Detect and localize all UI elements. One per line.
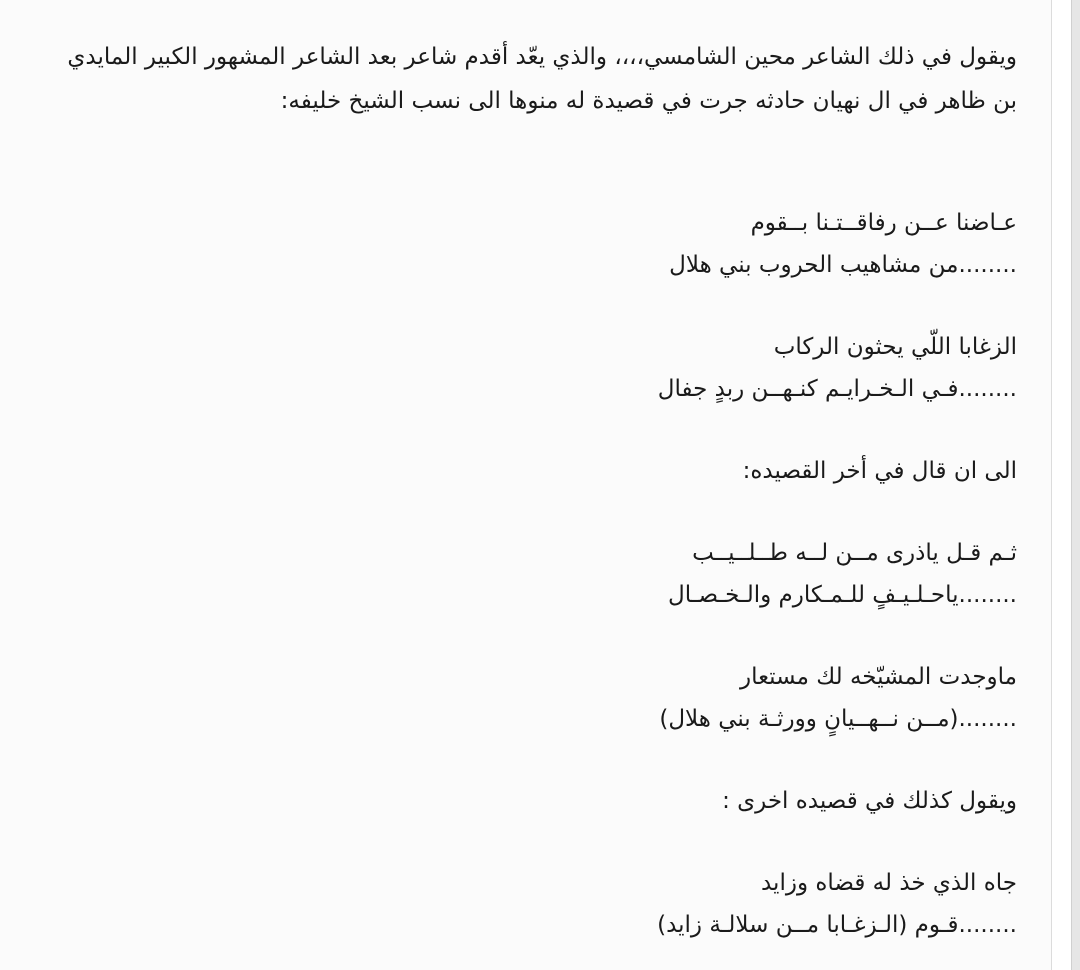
poem2-verse2-first-hemistich: ماوجدت المشيّخه لك مستعار: [739, 664, 1017, 690]
page-gutter: [1053, 0, 1071, 970]
intro-line-2: بن ظاهر في ال نهيان حادثه جرت في قصيدة له منوها الى نسب الشيخ خليفه:: [280, 88, 1017, 114]
poem1-verse1-first-hemistich: عـاضنا عــن رفاقــتـنا بــقوم: [750, 210, 1017, 236]
poem3-verse1-second-hemistich: ........قـوم (الـزغـابا مــن سلالـة زايد): [657, 912, 1017, 938]
scrollbar[interactable]: [1071, 0, 1080, 970]
poem2-verse2-second-hemistich: ........(مــن نــهــيانٍ وورثـة بني هلال): [659, 706, 1017, 732]
transition-line-2: ويقول كذلك في قصيده اخرى :: [722, 788, 1017, 814]
poem3-verse1-first-hemistich: جاه الذي خذ له قضاه وزايد: [760, 870, 1017, 896]
poem1-verse1-second-hemistich: ........من مشاهيب الحروب بني هلال: [669, 252, 1017, 278]
intro-line-1: ويقول في ذلك الشاعر محين الشامسي،،،، والذي يعّد أقدم شاعر بعد الشاعر المشهور الكبير المايدي: [67, 44, 1017, 70]
poem1-verse2-first-hemistich: الزغابا اللّي يحثون الركاب: [773, 334, 1017, 360]
transition-line-1: الى ان قال في أخر القصيده:: [742, 458, 1017, 484]
poem2-verse1-second-hemistich: ........ياحـلـيـفٍ للـمـكارم والـخـصـال: [668, 582, 1017, 608]
poem1-verse2-second-hemistich: ........فـي الـخـرايـم كنـهــن ربدٍ جفال: [657, 376, 1017, 402]
poem2-verse1-first-hemistich: ثـم قـل ياذرى مــن لــه طــلــيــب: [692, 540, 1017, 566]
